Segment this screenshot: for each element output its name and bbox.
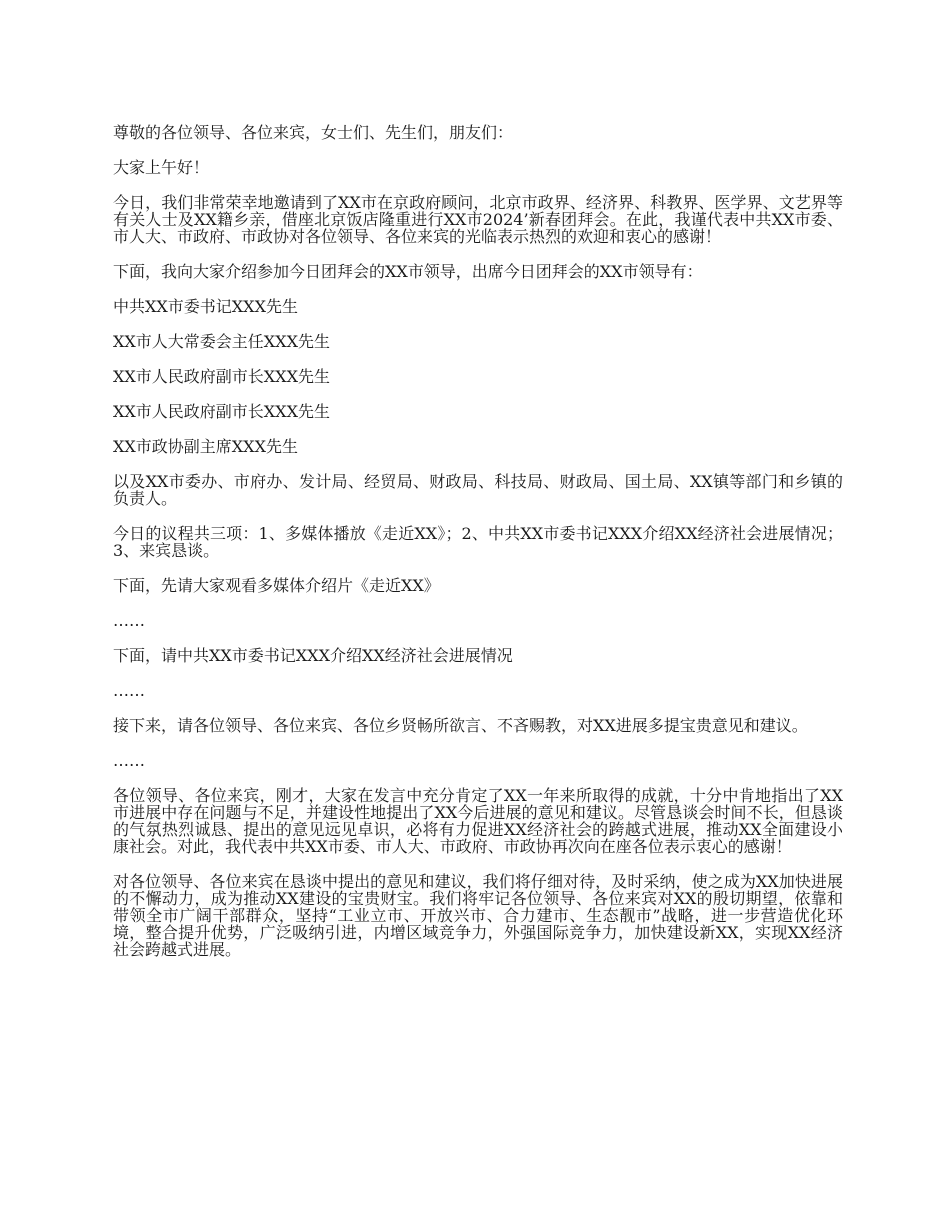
ellipsis: …… [113,751,145,770]
leader-item: 中共XX市委书记XXX先生 [113,297,298,316]
departments-paragraph: 以及XX市委办、市府办、发计局、经贸局、财政局、科技局、财政局、国土局、XX镇等部门和乡镇的负责人。 [113,472,843,508]
leader-item: XX市人大常委会主任XXX先生 [113,332,330,351]
leader-item: XX市人民政府副市长XXX先生 [113,367,330,386]
document-body [113,124,843,976]
leader-item: XX市人民政府副市长XXX先生 [113,402,330,421]
opening-paragraph: 今日，我们非常荣幸地邀请到了XX市在京政府顾问，北京市政界、经济界、科教界、医学界、文艺界等有关人士及XX籍乡亲，借座北京饭店隆重进行XX市2024’新春团拜会。在此，我谨代表中共XX市委、市人大、市政府、市政协对各位领导、各位来宾的光临表示热烈的欢迎和衷心的感谢！ [113,193,843,246]
leader-item: XX市政协副主席XXX先生 [113,437,298,456]
leaders-intro: 下面，我向大家介绍参加今日团拜会的XX市领导，出席今日团拜会的XX市领导有： [113,262,703,281]
ellipsis: …… [113,681,145,700]
closing-paragraph: 对各位领导、各位来宾在恳谈中提出的意见和建议，我们将仔细对待，及时采纳，使之成为XX加快进展的不懈动力，成为推动XX建设的宝贵财宝。我们将牢记各位领导、各位来宾对XX的殷切期望，依靠和带领全市广阔干部群众，坚持“工业立市、开放兴市、合力建市、生态靓市”战略，进一步营造优化环境，整合提升优势，广泛吸纳引进，内增区域竞争力，外强国际竞争力，加快建设新XX，实现XX经济社会跨越式进展。 [113,872,843,959]
summary-paragraph: 各位领导、各位来宾，刚才，大家在发言中充分肯定了XX一年来所取得的成就，十分中肯地指出了XX市进展中存在问题与不足，并建设性地提出了XX今后进展的意见和建议。尽管恳谈会时间不长，但恳谈的气氛热烈诚恳、提出的意见远见卓识，必将有力促进XX经济社会的跨越式进展，推动XX全面建设小康社会。对此，我代表中共XX市委、市人大、市政府、市政协再次向在座各位表示衷心的感谢！ [113,786,843,856]
greeting: 大家上午好！ [113,158,210,177]
video-intro: 下面，先请大家观看多媒体介绍片《走近XX》 [113,576,440,595]
ellipsis: …… [113,611,145,630]
agenda-paragraph: 今日的议程共三项：1、多媒体播放《走近XX》；2、中共XX市委书记XXX介绍XX经济社会进展情况；3、来宾恳谈。 [113,524,843,560]
discussion-invite: 接下来，请各位领导、各位来宾、各位乡贤畅所欲言、不吝赐教，对XX进展多提宝贵意见和建议。 [113,716,808,735]
secretary-intro: 下面，请中共XX市委书记XXX介绍XX经济社会进展情况 [113,646,513,665]
salutation: 尊敬的各位领导、各位来宾，女士们、先生们，朋友们： [113,123,514,142]
